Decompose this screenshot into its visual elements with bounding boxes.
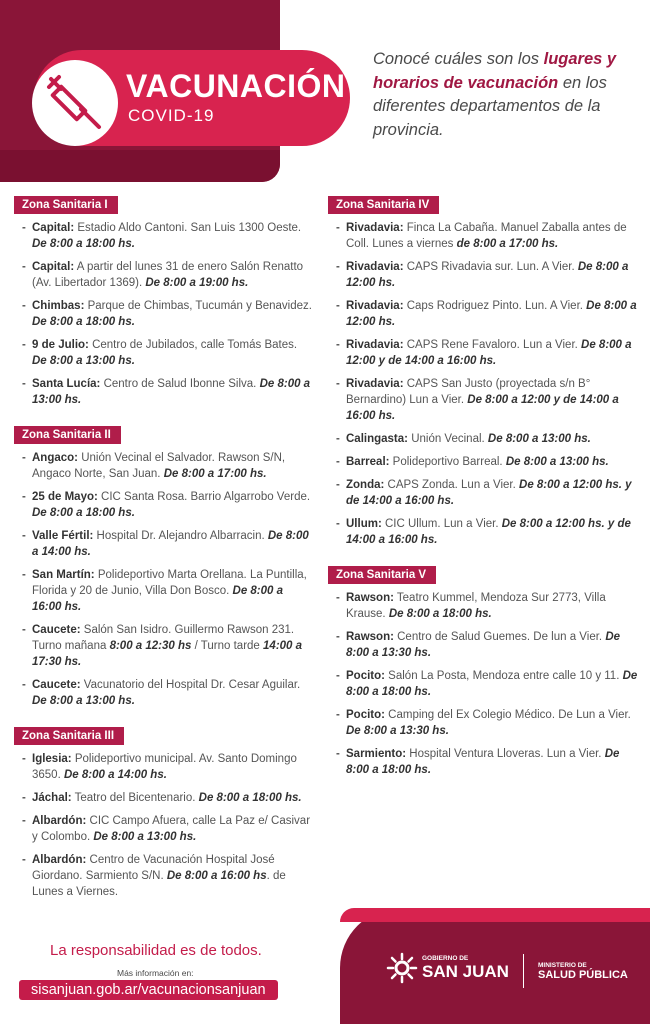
syringe-icon [45, 73, 105, 133]
list-item: - Rawson: Centro de Salud Guemes. De lun a Vier. De 8:00 a 13:30 hs. [328, 629, 640, 661]
list-item: - Rivadavia: CAPS Rivadavia sur. Lun. A Vier. De 8:00 a 12:00 hs. [328, 259, 640, 291]
list-item: - Caucete: Vacunatorio del Hospital Dr. Cesar Aguilar. De 8:00 a 13:00 hs. [14, 677, 314, 709]
list-item: - Sarmiento: Hospital Ventura Lloveras. Lun a Vier. De 8:00 a 18:00 hs. [328, 746, 640, 778]
zone-label: Zona Sanitaria II [14, 426, 121, 444]
list-item: - Albardón: CIC Campo Afuera, calle La Paz e/ Casivar y Colombo. De 8:00 a 13:00 hs. [14, 813, 314, 845]
list-item: - Rivadavia: CAPS San Justo (proyectada s/n B° Bernardino) Lun a Vier. De 8:00 a 12:00 y de 14:00 a 16:00 hs. [328, 376, 640, 424]
zone-label: Zona Sanitaria I [14, 196, 118, 214]
list-item: - Albardón: Centro de Vacunación Hospital José Giordano. Sarmiento S/N. De 8:00 a 16:00 hs. de Lunes a Viernes. [14, 852, 314, 900]
list-item: - Iglesia: Polideportivo municipal. Av. Santo Domingo 3650. De 8:00 a 14:00 hs. [14, 751, 314, 783]
more-info-label: Más información en: [117, 968, 194, 978]
right-column [328, 196, 640, 796]
intro-text: Conocé cuáles son los lugares y horarios de vacunación en los diferentes departamentos de la provincia. [373, 50, 617, 139]
ministry-small-text: MINISTERIO DE [538, 962, 587, 969]
list-item: - Rivadavia: Finca La Cabaña. Manuel Zaballa antes de Coll. Lunes a viernes de 8:00 a 17:00 hs. [328, 220, 640, 252]
zone-5 [328, 566, 640, 778]
page-subtitle: COVID-19 [128, 106, 215, 125]
syringe-badge [32, 60, 118, 146]
list-item: - Chimbas: Parque de Chimbas, Tucumán y Benavidez. De 8:00 a 18:00 hs. [14, 298, 314, 330]
zone-label: Zona Sanitaria III [14, 727, 124, 745]
list-item: - Angaco: Unión Vecinal el Salvador. Rawson S/N, Angaco Norte, San Juan. De 8:00 a 17:00 hs. [14, 450, 314, 482]
info-link[interactable]: sisanjuan.gob.ar/vacunacionsanjuan [19, 980, 278, 1000]
list-item: - Santa Lucía: Centro de Salud Ibonne Silva. De 8:00 a 13:00 hs. [14, 376, 314, 408]
ministry-text: SALUD PÚBLICA [538, 969, 628, 981]
list-item: - Rivadavia: CAPS Rene Favaloro. Lun a Vier. De 8:00 a 12:00 y de 14:00 a 16:00 hs. [328, 337, 640, 369]
list-item: - Barreal: Polideportivo Barreal. De 8:00 a 13:00 hs. [328, 454, 640, 470]
list-item: - Caucete: Salón San Isidro. Guillermo Rawson 231. Turno mañana 8:00 a 12:30 hs / Turno tarde 14:00 a 17:30 hs. [14, 622, 314, 670]
sun-logo-icon [386, 952, 418, 984]
list-item: - Calingasta: Unión Vecinal. De 8:00 a 13:00 hs. [328, 431, 640, 447]
left-column [14, 196, 314, 918]
zone-1 [14, 196, 314, 408]
logo-divider [523, 954, 524, 988]
list-item: - Pocito: Camping del Ex Colegio Médico. De Lun a Vier. De 8:00 a 13:30 hs. [328, 707, 640, 739]
list-item: - Valle Fértil: Hospital Dr. Alejandro Albarracin. De 8:00 a 14:00 hs. [14, 528, 314, 560]
zone-2 [14, 426, 314, 709]
list-item: - 25 de Mayo: CIC Santa Rosa. Barrio Algarrobo Verde. De 8:00 a 18:00 hs. [14, 489, 314, 521]
list-item: - Ullum: CIC Ullum. Lun a Vier. De 8:00 a 12:00 hs. y de 14:00 a 16:00 hs. [328, 516, 640, 548]
zone-label: Zona Sanitaria IV [328, 196, 439, 214]
list-item: - Zonda: CAPS Zonda. Lun a Vier. De 8:00 a 12:00 hs. y de 14:00 a 16:00 hs. [328, 477, 640, 509]
gov-logo-small-text: GOBIERNO DE [422, 955, 469, 962]
list-item: - Pocito: Salón La Posta, Mendoza entre calle 10 y 11. De 8:00 a 18:00 hs. [328, 668, 640, 700]
list-item: - Rivadavia: Caps Rodriguez Pinto. Lun. A Vier. De 8:00 a 12:00 hs. [328, 298, 640, 330]
list-item: - Jáchal: Teatro del Bicentenario. De 8:00 a 18:00 hs. [14, 790, 314, 806]
list-item: - Capital: A partir del lunes 31 de enero Salón Renatto (Av. Libertador 1369). De 8:00 a 19:00 hs. [14, 259, 314, 291]
page-title: VACUNACIÓN [126, 68, 346, 104]
list-item: - Capital: Estadio Aldo Cantoni. San Luis 1300 Oeste. De 8:00 a 18:00 hs. [14, 220, 314, 252]
zone-label: Zona Sanitaria V [328, 566, 436, 584]
responsibility-slogan: La responsabilidad es de todos. [50, 942, 262, 959]
list-item: - 9 de Julio: Centro de Jubilados, calle Tomás Bates. De 8:00 a 13:00 hs. [14, 337, 314, 369]
list-item: - Rawson: Teatro Kummel, Mendoza Sur 2773, Villa Krause. De 8:00 a 18:00 hs. [328, 590, 640, 622]
zone-3 [14, 727, 314, 900]
list-item: - San Martín: Polideportivo Marta Orellana. La Puntilla, Florida y 20 de Junio, Villa Don Bosco. De 8:00 a 16:00 hs. [14, 567, 314, 615]
zone-4 [328, 196, 640, 548]
gov-logo-text: SAN JUAN [422, 962, 509, 981]
